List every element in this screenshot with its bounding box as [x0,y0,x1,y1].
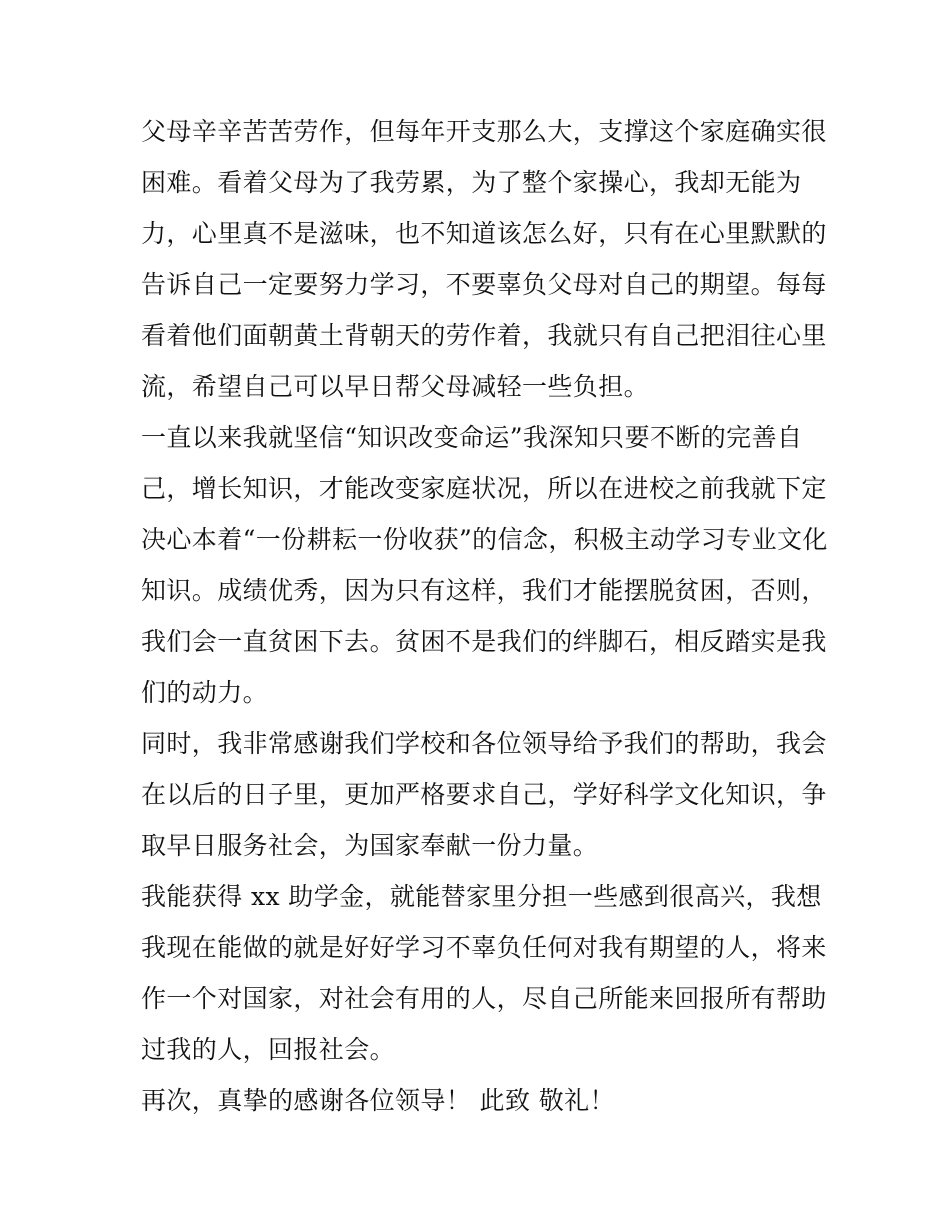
text-line: 们的动力。 [141,678,269,707]
text-line: 取早日服务社会，为国家奉献一份力量。 [141,831,599,860]
text-line: 告诉自己一定要努力学习，不要辜负父母对自己的期望。每每 [141,270,827,299]
text-line: 流，希望自己可以早日帮父母减轻一些负担。 [141,372,650,401]
text-line: 一直以来我就坚信“知识改变命运”我深知只要不断的完善自 [141,423,803,452]
text-line: 过我的人，回报社会。 [141,1035,396,1064]
text-line: 父母辛辛苦苦劳作，但每年开支那么大，支撑这个家庭确实很 [141,117,827,146]
text-line: 在以后的日子里，更加严格要求自己，学好科学文化知识，争 [141,780,827,809]
text-line: 力，心里真不是滋味，也不知道该怎么好，只有在心里默默的 [141,219,827,248]
document-body [141,106,828,1126]
text-line: 再次，真挚的感谢各位领导！ 此致 敬礼！ [141,1086,615,1115]
text-line: 我现在能做的就是好好学习不辜负任何对我有期望的人，将来 [141,933,827,962]
text-line: 知识。成绩优秀，因为只有这样，我们才能摆脱贫困，否则， [141,576,827,605]
text-line: 看着他们面朝黄土背朝天的劳作着，我就只有自己把泪往心里 [141,321,827,350]
text-line: 决心本着“一份耕耘一份收获”的信念，积极主动学习专业文化 [141,525,828,554]
text-line: 我们会一直贫困下去。贫困不是我们的绊脚石，相反踏实是我 [141,627,827,656]
text-line: 同时，我非常感谢我们学校和各位领导给予我们的帮助，我会 [141,729,827,758]
text-line: 己，增长知识，才能改变家庭状况，所以在进校之前我就下定 [141,474,827,503]
text-line: 困难。看着父母为了我劳累，为了整个家操心，我却无能为 [141,168,802,197]
text-line: 我能获得 xx 助学金，就能替家里分担一些感到很高兴，我想 [141,882,822,911]
text-line: 作一个对国家，对社会有用的人，尽自己所能来回报所有帮助 [141,984,827,1013]
